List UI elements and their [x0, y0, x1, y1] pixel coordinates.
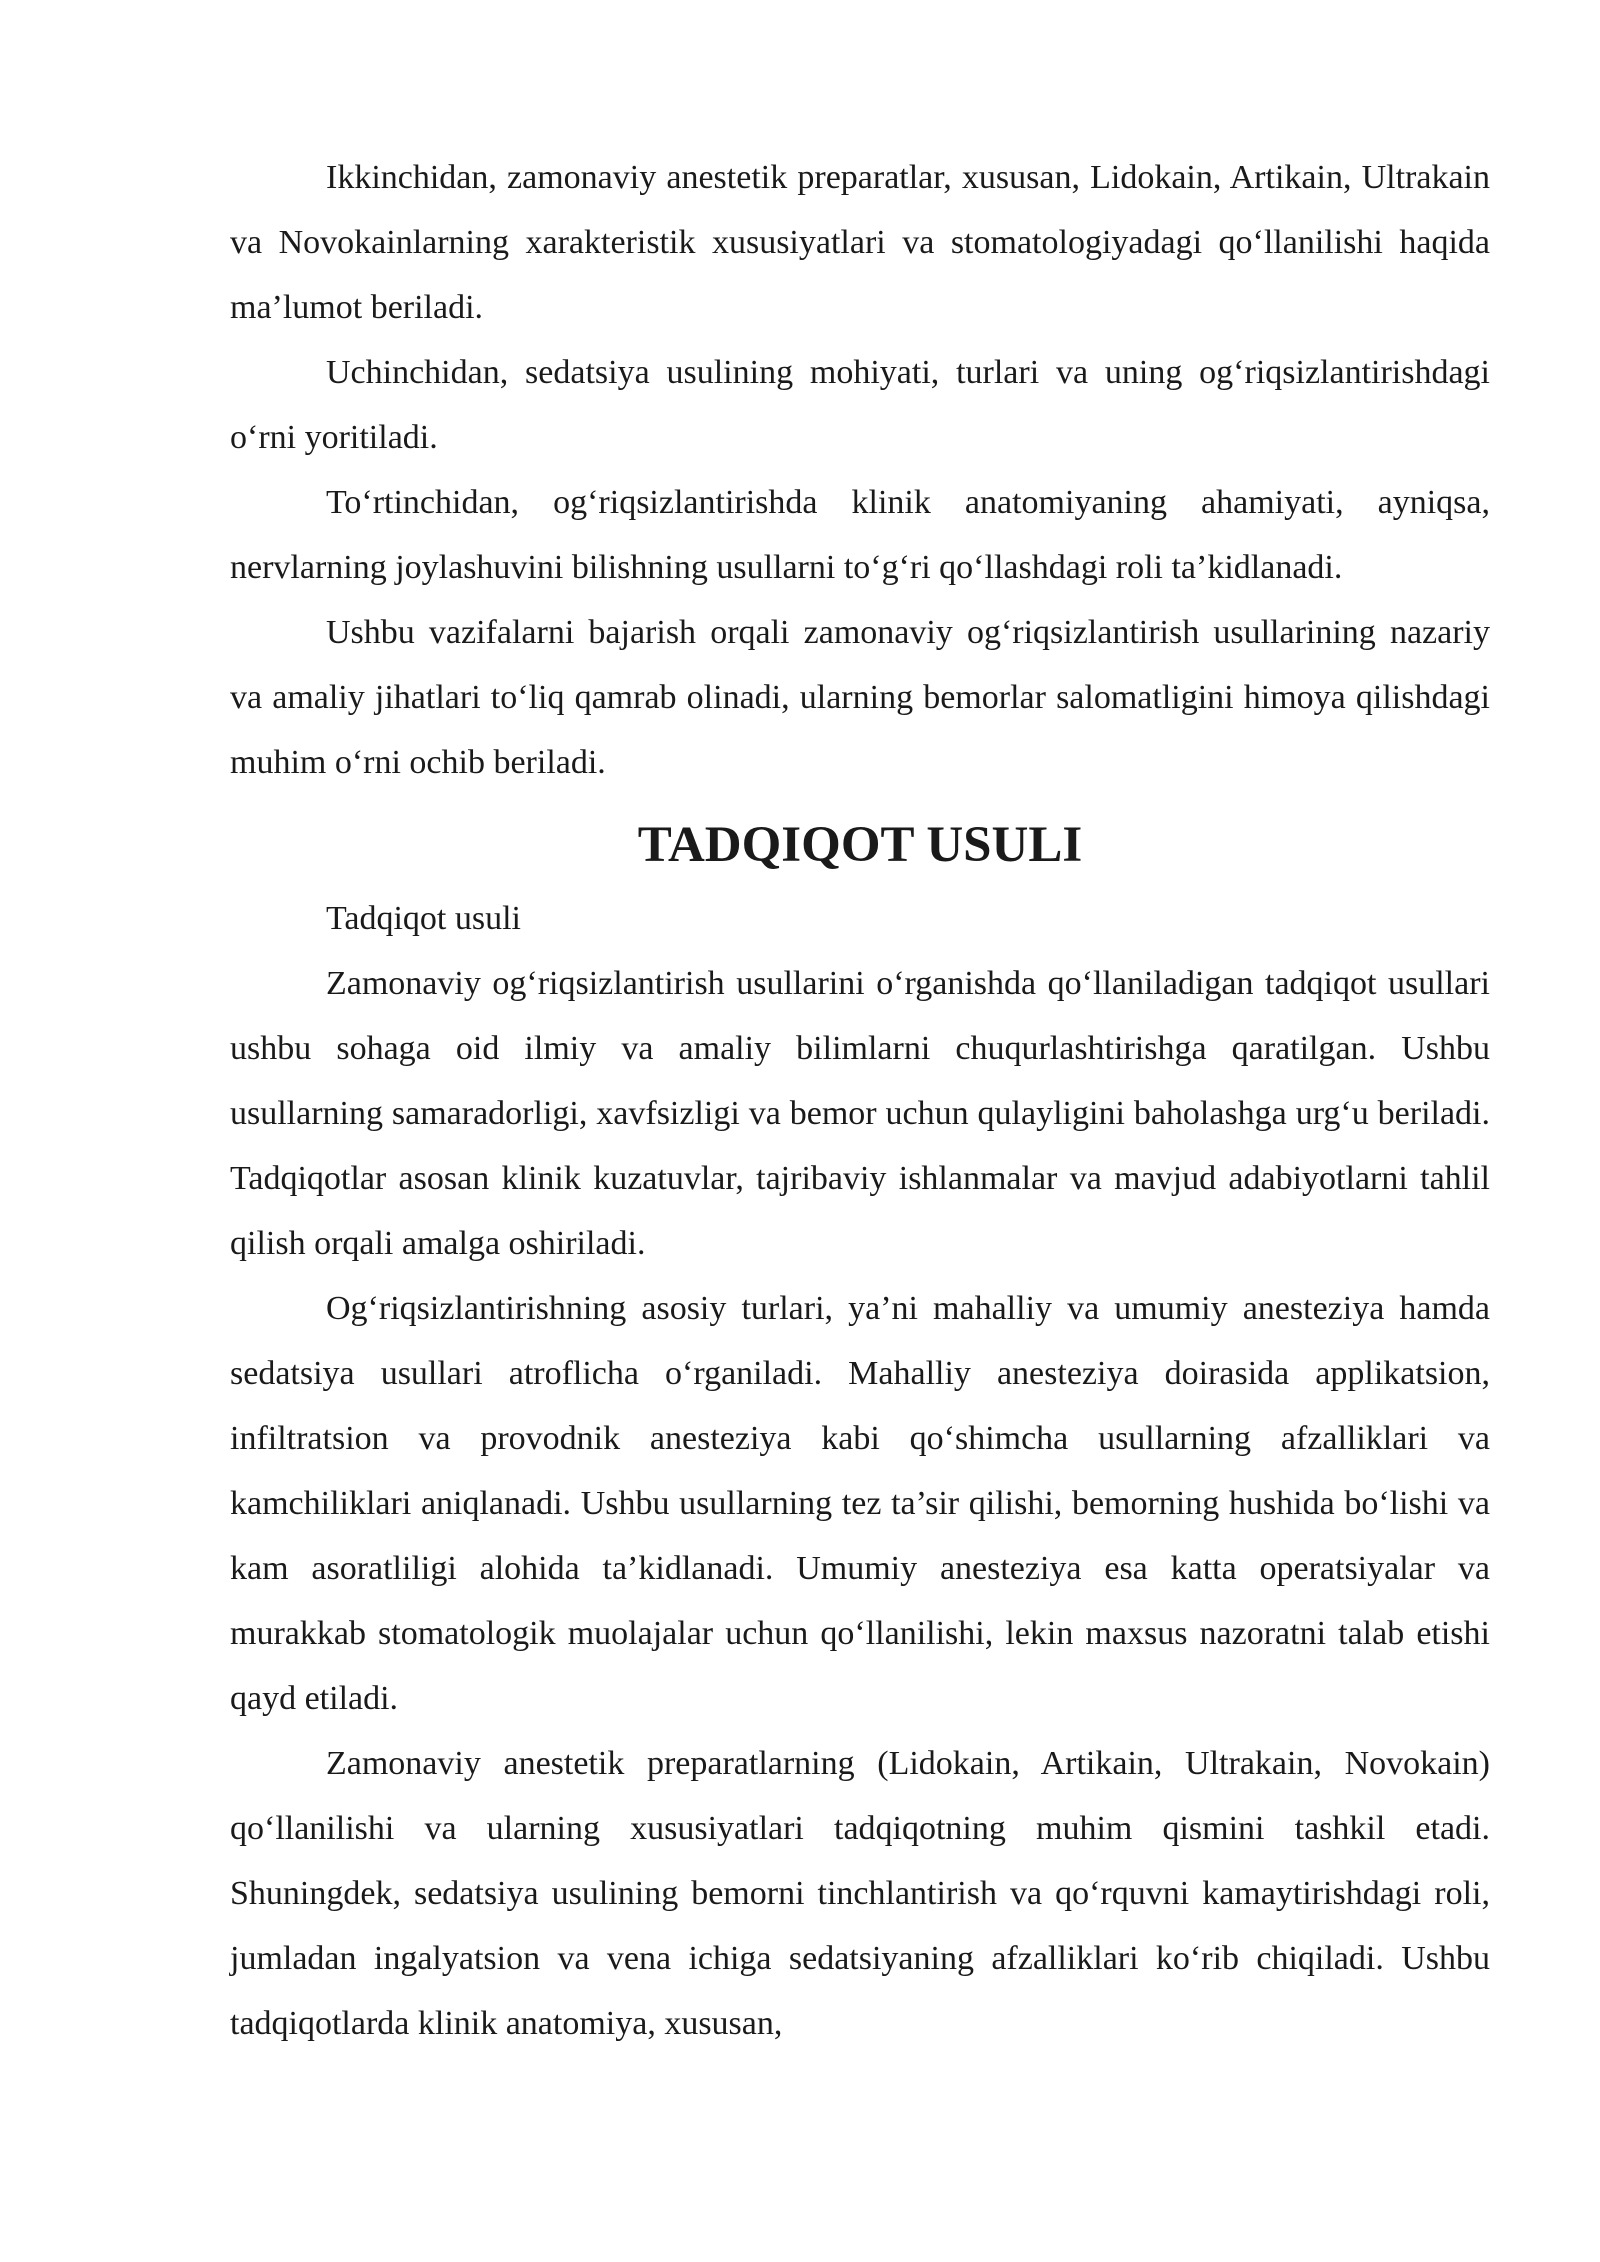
paragraph-fourthly: To‘rtinchidan, og‘riqsizlantirishda klinik anatomiyaning ahamiyati, ayniqsa, nervlarning joylashuvini bilishning usullarni to‘g‘ri qo‘llashdagi roli ta’kidlanadi. — [230, 484, 1490, 586]
subheading: Tadqiqot usuli — [326, 900, 522, 937]
paragraph-method-intro: Zamonaviy og‘riqsizlantirish usullarini o‘rganishda qo‘llaniladigan tadqiqot usullari ushbu sohaga oid ilmiy va amaliy bilimlarni chuqurlashtirishga qaratilgan. Ushbu usullarning samaradorligi, xavfsizligi va bemor uchun qulayligini baholashga urg‘u beriladi. Tadqiqotlar asosan klinik kuzatuvlar, tajribaviy ishlanmalar va mavjud adabiyotlarni tahlil qilish orqali amalga oshiriladi. — [230, 965, 1490, 1262]
section-title: TADQIQOT USULI — [637, 817, 1083, 873]
paragraph-secondly: Ikkinchidan, zamonaviy anestetik preparatlar, xususan, Lidokain, Artikain, Ultrakain va Novokainlarning xarakteristik xususiyatlari va stomatologiyadagi qo‘llanilishi haqida ma’lumot beriladi. — [230, 159, 1490, 326]
paragraph-thirdly: Uchinchidan, sedatsiya usulining mohiyati, turlari va uning og‘riqsizlantirishdagi o‘rni yoritiladi. — [230, 354, 1490, 456]
paragraph-anesthesia-types: Og‘riqsizlantirishning asosiy turlari, ya’ni mahalliy va umumiy anesteziya hamda sedatsiya usullari atroflicha o‘rganiladi. Mahalliy anesteziya doirasida applikatsion, infiltratsion va provodnik anesteziya kabi qo‘shimcha usullarning afzalliklari va kamchiliklari aniqlanadi. Ushbu usullarning tez ta’sir qilishi, bemorning hushida bo‘lishi va kam asoratliligi alohida ta’kidlanadi. Umumiy anesteziya esa katta operatsiyalar va murakkab stomatologik muolajalar uchun qo‘llanilishi, lekin maxsus nazoratni talab etishi qayd etiladi. — [230, 1290, 1490, 1717]
paragraph-summary: Ushbu vazifalarni bajarish orqali zamonaviy og‘riqsizlantirish usullarining nazariy va amaliy jihatlari to‘liq qamrab olinadi, ularning bemorlar salomatligini himoya qilishdagi muhim o‘rni ochib beriladi. — [230, 614, 1490, 781]
document-page — [230, 145, 1490, 2056]
paragraph-anesthetic-preparations: Zamonaviy anestetik preparatlarning (Lidokain, Artikain, Ultrakain, Novokain) qo‘llanilishi va ularning xususiyatlari tadqiqotning muhim qismini tashkil etadi. Shuningdek, sedatsiya usulining bemorni tinchlantirish va qo‘rquvni kamaytirishdagi roli, jumladan ingalyatsion va vena ichiga sedatsiyaning afzalliklari ko‘rib chiqiladi. Ushbu tadqiqotlarda klinik anatomiya, xususan, — [230, 1745, 1490, 2042]
